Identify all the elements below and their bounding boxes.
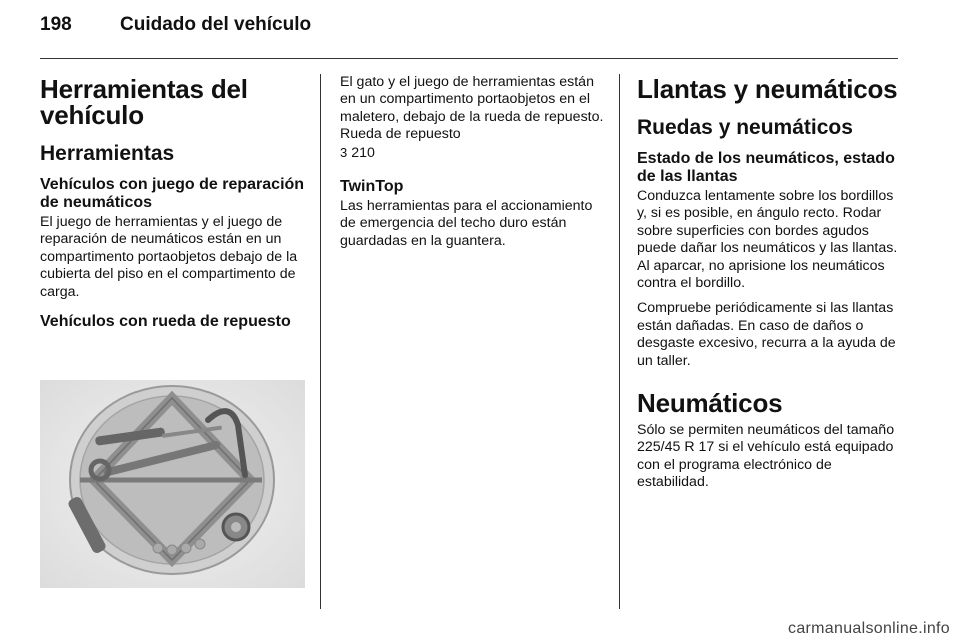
watermark: carmanualsonline.info bbox=[788, 620, 950, 637]
column-divider bbox=[619, 74, 620, 609]
section-title: Llantas y neumáticos bbox=[637, 74, 898, 104]
paragraph bbox=[340, 74, 606, 162]
header-rule bbox=[40, 58, 898, 59]
paragraph: Compruebe periódicamente si las llantas están dañadas. En caso de daños o desgaste excesivo, recurra a la ayuda de un taller. bbox=[637, 300, 896, 369]
paragraph: El juego de herramientas y el juego de reparación de neumáticos están en un compartimento portaobjetos debajo de la cubierta del piso en el compartimento de carga. bbox=[40, 214, 298, 300]
column-3 bbox=[637, 74, 904, 500]
tool-kit-illustration bbox=[40, 380, 305, 588]
subheading: Estado de los neumáticos, estado de las llantas bbox=[637, 150, 895, 185]
column-1 bbox=[40, 74, 305, 333]
running-title: Cuidado del vehículo bbox=[120, 14, 312, 35]
paragraph-text: El gato y el juego de herramientas están en un compartimento portaobjetos en el maletero, debajo de la rueda de repuesto. Rueda de repuesto bbox=[340, 74, 604, 143]
paragraph: Las herramientas para el accionamiento de emergencia del techo duro están guardadas en la guantera. bbox=[340, 198, 593, 249]
column-divider bbox=[320, 74, 321, 609]
page-number: 198 bbox=[40, 14, 72, 35]
column-2 bbox=[340, 74, 606, 258]
page-reference-arrow-icon: 3 bbox=[340, 144, 348, 160]
section-title: Herramientas del vehículo bbox=[40, 74, 248, 130]
page-reference[interactable]: 210 bbox=[351, 144, 375, 161]
section-title: Neumáticos bbox=[637, 388, 783, 419]
page-header bbox=[40, 14, 311, 44]
paragraph: Conduzca lentamente sobre los bordillos y, si es posible, en ángulo recto. Rodar sobre superficies con bordes agudos puede dañar los neumáticos y las llantas. Al aparcar, no aprisione los neumáticos contra el bordillo. bbox=[637, 188, 898, 292]
subheading: TwinTop bbox=[340, 178, 404, 196]
subsection-title: Ruedas y neumáticos bbox=[637, 116, 853, 139]
subheading: Vehículos con juego de reparación de neumáticos bbox=[40, 176, 305, 211]
paragraph: Sólo se permiten neumáticos del tamaño 225/45 R 17 si el vehículo está equipado con el programa electrónico de estabilidad. bbox=[637, 422, 895, 491]
subsection-title: Herramientas bbox=[40, 142, 175, 165]
subheading: Vehículos con rueda de repuesto bbox=[40, 313, 291, 331]
